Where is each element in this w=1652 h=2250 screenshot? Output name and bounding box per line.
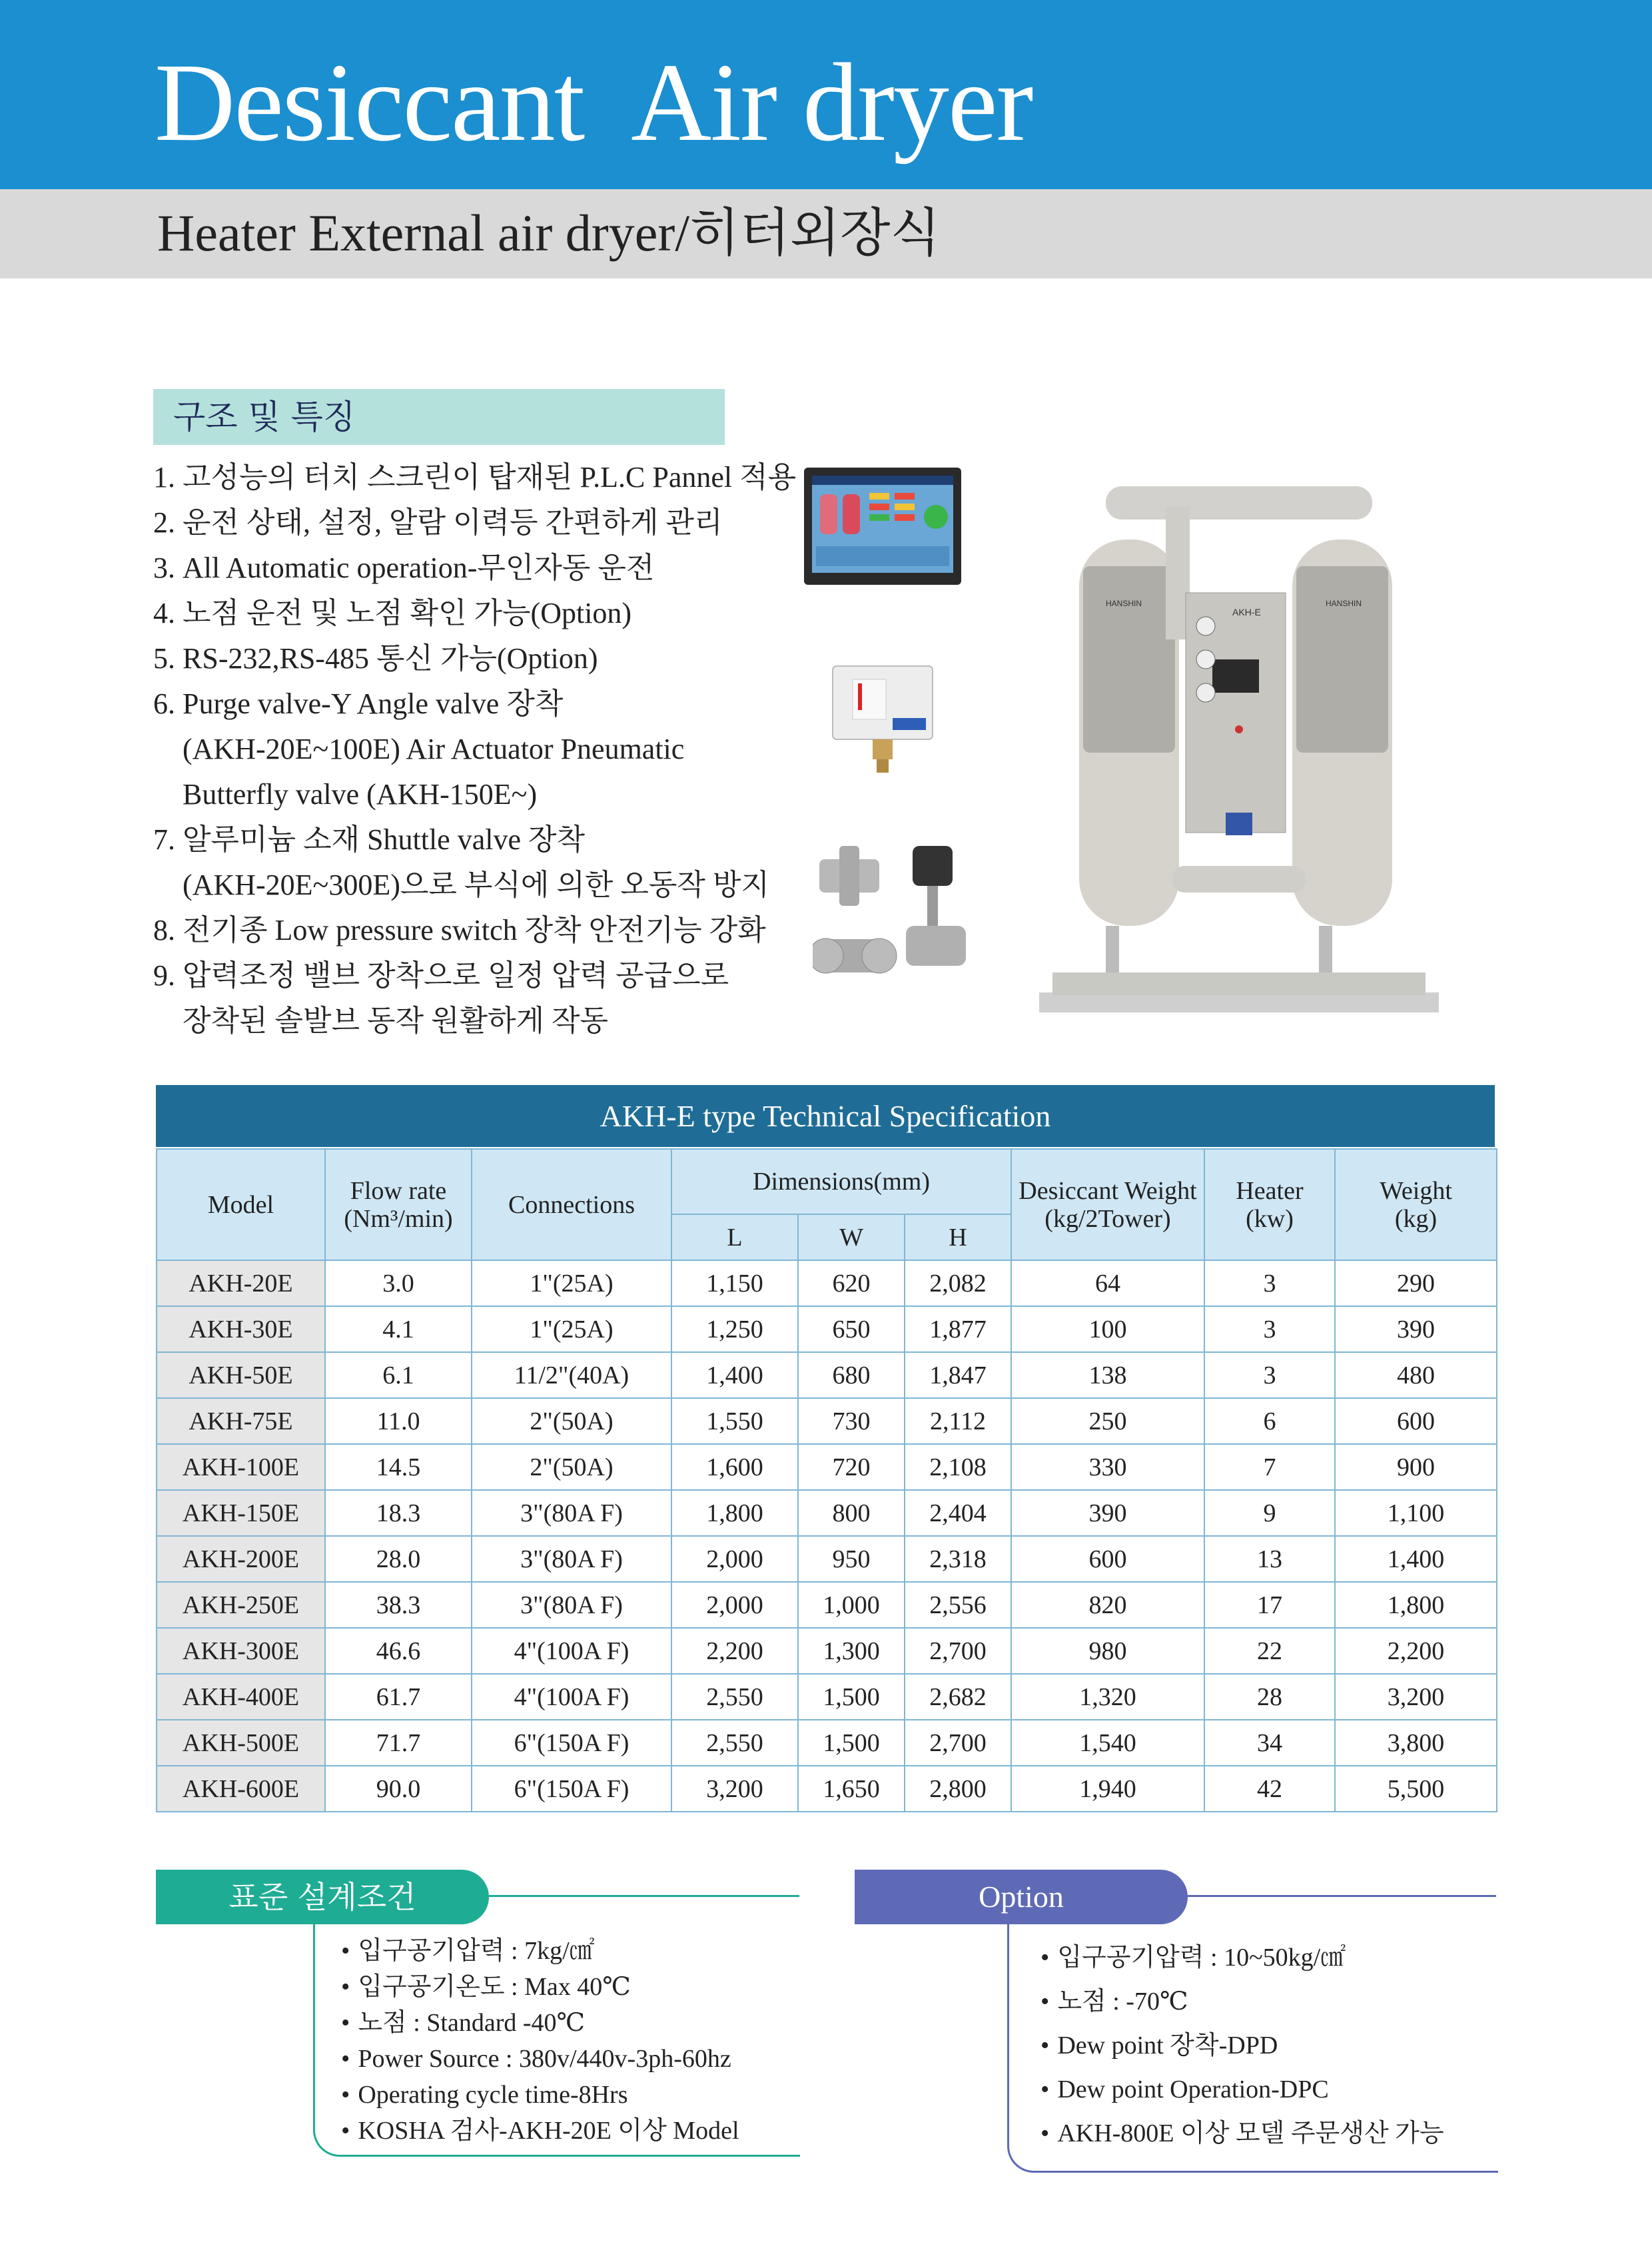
cell-flow-rate: 28.0	[325, 1536, 472, 1582]
cell-dim-h: 2,082	[905, 1260, 1011, 1306]
cell-desiccant: 1,940	[1011, 1766, 1204, 1812]
header-flow-rate-unit: (Nm³/min)	[344, 1204, 453, 1233]
valves-image	[813, 839, 986, 999]
cell-flow-rate: 14.5	[325, 1444, 472, 1490]
cell-dim-w: 680	[798, 1352, 905, 1398]
cell-dim-h: 2,700	[905, 1628, 1011, 1674]
cell-connections: 6"(150A F)	[472, 1720, 671, 1766]
cell-desiccant: 330	[1011, 1444, 1204, 1490]
pressure-switch-image	[826, 659, 939, 779]
header-connections: Connections	[472, 1149, 671, 1260]
standard-list	[341, 1933, 739, 2149]
bullet-icon: •	[1040, 2119, 1050, 2147]
table-row	[157, 1720, 1497, 1766]
feature-text: (AKH-20E~300E)으로 부식에 의한 오동작 방지	[183, 869, 769, 901]
cell-dim-l: 2,000	[671, 1582, 798, 1628]
table-row	[157, 1766, 1497, 1812]
feature-number: 1.	[153, 461, 175, 494]
cell-dim-l: 2,550	[671, 1674, 798, 1720]
cell-connections: 3"(80A F)	[472, 1536, 671, 1582]
cell-dim-w: 620	[798, 1260, 905, 1306]
table-row	[157, 1628, 1497, 1674]
standard-item-text: KOSHA 검사-AKH-20E 이상 Model	[358, 2117, 739, 2145]
cell-dim-h: 1,847	[905, 1352, 1011, 1398]
cell-dim-l: 2,200	[671, 1628, 798, 1674]
bullet-icon: •	[341, 2117, 350, 2145]
cell-flow-rate: 71.7	[325, 1720, 472, 1766]
cell-model: AKH-400E	[157, 1674, 325, 1720]
option-item-text: 입구공기압력 : 10~50kg/㎠	[1057, 1944, 1346, 1972]
option-item	[1040, 1980, 1444, 2024]
feature-line	[153, 953, 826, 998]
feature-line	[153, 636, 826, 681]
cell-dim-w: 720	[798, 1444, 905, 1490]
header-heater	[1204, 1149, 1335, 1260]
cell-heater: 28	[1204, 1674, 1335, 1720]
standard-item	[341, 2041, 739, 2077]
cell-desiccant: 138	[1011, 1352, 1204, 1398]
feature-line	[153, 998, 826, 1044]
cell-dim-w: 650	[798, 1306, 905, 1352]
header-model: Model	[157, 1149, 325, 1260]
spec-table-body	[157, 1260, 1497, 1812]
option-item-text: Dew point Operation-DPC	[1057, 2075, 1329, 2103]
bullet-icon: •	[1040, 1988, 1050, 2016]
table-row	[157, 1490, 1497, 1536]
cell-desiccant: 1,540	[1011, 1720, 1204, 1766]
standard-item	[341, 2005, 739, 2041]
cell-dim-w: 1,650	[798, 1766, 905, 1812]
feature-line	[153, 863, 826, 908]
cell-dim-h: 2,108	[905, 1444, 1011, 1490]
cell-dim-h: 2,318	[905, 1536, 1011, 1582]
feature-line	[153, 546, 826, 591]
cell-heater: 3	[1204, 1306, 1335, 1352]
cell-flow-rate: 90.0	[325, 1766, 472, 1812]
cell-connections: 2"(50A)	[472, 1398, 671, 1444]
feature-number: 9.	[153, 959, 175, 992]
cell-heater: 9	[1204, 1490, 1335, 1536]
feature-text: Butterfly valve (AKH-150E~)	[183, 778, 538, 811]
bullet-icon: •	[1040, 2032, 1050, 2060]
option-item	[1040, 2067, 1444, 2111]
cell-heater: 6	[1204, 1398, 1335, 1444]
dryer-label-brand-left: HANSHIN	[1106, 599, 1142, 608]
cell-dim-l: 2,550	[671, 1720, 798, 1766]
feature-number: 7.	[153, 823, 175, 856]
cell-weight: 2,200	[1335, 1628, 1497, 1674]
cell-weight: 3,800	[1335, 1720, 1497, 1766]
cell-heater: 7	[1204, 1444, 1335, 1490]
cell-dim-w: 1,500	[798, 1674, 905, 1720]
cell-dim-l: 2,000	[671, 1536, 798, 1582]
header-weight	[1335, 1149, 1497, 1260]
table-row	[157, 1352, 1497, 1398]
option-item-text: Dew point 장착-DPD	[1057, 2032, 1278, 2060]
cell-dim-h: 2,682	[905, 1674, 1011, 1720]
standard-item-text: 입구공기온도 : Max 40℃	[358, 1973, 631, 2001]
cell-dim-h: 2,112	[905, 1398, 1011, 1444]
cell-dim-l: 1,250	[671, 1306, 798, 1352]
cell-flow-rate: 61.7	[325, 1674, 472, 1720]
cell-model: AKH-150E	[157, 1490, 325, 1536]
table-row	[157, 1306, 1497, 1352]
cell-flow-rate: 4.1	[325, 1306, 472, 1352]
table-row	[157, 1582, 1497, 1628]
standard-item-text: 입구공기압력 : 7kg/㎠	[358, 1937, 595, 1965]
cell-connections: 1"(25A)	[472, 1260, 671, 1306]
cell-flow-rate: 38.3	[325, 1582, 472, 1628]
header-desiccant-unit: (kg/2Tower)	[1044, 1204, 1171, 1233]
cell-connections: 6"(150A F)	[472, 1766, 671, 1812]
cell-connections: 3"(80A F)	[472, 1490, 671, 1536]
cell-dim-h: 2,700	[905, 1720, 1011, 1766]
bullet-icon: •	[341, 2009, 350, 2037]
table-row	[157, 1260, 1497, 1306]
cell-model: AKH-300E	[157, 1628, 325, 1674]
cell-weight: 1,100	[1335, 1490, 1497, 1536]
feature-line	[153, 500, 826, 546]
cell-weight: 290	[1335, 1260, 1497, 1306]
cell-dim-l: 1,550	[671, 1398, 798, 1444]
feature-text: 압력조정 밸브 장착으로 일정 압력 공급으로	[183, 959, 729, 992]
standard-item	[341, 2113, 739, 2149]
table-row	[157, 1398, 1497, 1444]
header-dimensions: Dimensions(mm)	[671, 1149, 1011, 1214]
feature-number: 5.	[153, 642, 175, 675]
standard-item-text: Power Source : 380v/440v-3ph-60hz	[358, 2045, 731, 2073]
cell-dim-l: 1,600	[671, 1444, 798, 1490]
cell-model: AKH-100E	[157, 1444, 325, 1490]
bullet-icon: •	[341, 1973, 350, 2001]
dryer-label-model: AKH-E	[1232, 607, 1261, 617]
cell-weight: 900	[1335, 1444, 1497, 1490]
bullet-icon: •	[341, 1937, 350, 1965]
option-list	[1040, 1936, 1444, 2155]
feature-text: All Automatic operation-무인자동 운전	[183, 552, 655, 584]
cell-dim-w: 1,500	[798, 1720, 905, 1766]
cell-dim-l: 1,400	[671, 1352, 798, 1398]
cell-weight: 3,200	[1335, 1674, 1497, 1720]
cell-connections: 1"(25A)	[472, 1306, 671, 1352]
feature-text: 운전 상태, 설정, 알람 이력등 간편하게 관리	[183, 506, 723, 539]
cell-connections: 3"(80A F)	[472, 1582, 671, 1628]
cell-connections: 11/2"(40A)	[472, 1352, 671, 1398]
cell-dim-l: 3,200	[671, 1766, 798, 1812]
feature-text: RS-232,RS-485 통신 가능(Option)	[183, 642, 598, 675]
cell-dim-w: 1,000	[798, 1582, 905, 1628]
cell-model: AKH-600E	[157, 1766, 325, 1812]
cell-dim-h: 1,877	[905, 1306, 1011, 1352]
feature-line	[153, 772, 826, 817]
option-heading: Option	[979, 1880, 1064, 1914]
cell-dim-l: 1,800	[671, 1490, 798, 1536]
cell-desiccant: 600	[1011, 1536, 1204, 1582]
feature-text: Purge valve-Y Angle valve 장착	[183, 687, 564, 720]
standard-heading: 표준 설계조건	[228, 1879, 416, 1915]
spec-table	[156, 1148, 1497, 1812]
cell-weight: 1,400	[1335, 1536, 1497, 1582]
feature-text: 전기종 Low pressure switch 장착 안전기능 강화	[183, 914, 766, 946]
cell-desiccant: 1,320	[1011, 1674, 1204, 1720]
cell-dim-w: 1,300	[798, 1628, 905, 1674]
cell-flow-rate: 18.3	[325, 1490, 472, 1536]
cell-desiccant: 250	[1011, 1398, 1204, 1444]
cell-model: AKH-75E	[157, 1398, 325, 1444]
dryer-label-brand-right: HANSHIN	[1326, 599, 1362, 608]
feature-text: 장착된 솔발브 동작 원활하게 작동	[183, 1004, 609, 1037]
standard-item-text: 노점 : Standard -40℃	[358, 2009, 586, 2037]
air-dryer-image	[1039, 466, 1439, 1039]
header-heater-label: Heater	[1236, 1176, 1304, 1205]
option-item-text: AKH-800E 이상 모델 주문생산 가능	[1057, 2119, 1444, 2147]
cell-flow-rate: 46.6	[325, 1628, 472, 1674]
cell-desiccant: 64	[1011, 1260, 1204, 1306]
cell-heater: 22	[1204, 1628, 1335, 1674]
cell-dim-w: 730	[798, 1398, 905, 1444]
cell-heater: 42	[1204, 1766, 1335, 1812]
feature-line	[153, 727, 826, 772]
header-desiccant-label: Desiccant Weight	[1019, 1176, 1197, 1205]
cell-model: AKH-30E	[157, 1306, 325, 1352]
bullet-icon: •	[341, 2081, 350, 2109]
table-row	[157, 1444, 1497, 1490]
option-item-text: 노점 : -70℃	[1057, 1988, 1188, 2016]
feature-text: 고성능의 터치 스크린이 탑재된 P.L.C Pannel 적용	[183, 461, 797, 494]
feature-text: 노점 운전 및 노점 확인 가능(Option)	[183, 597, 632, 629]
feature-text: 알루미늄 소재 Shuttle valve 장착	[183, 823, 585, 856]
cell-heater: 3	[1204, 1352, 1335, 1398]
feature-line	[153, 591, 826, 636]
cell-dim-l: 1,150	[671, 1260, 798, 1306]
cell-dim-h: 2,800	[905, 1766, 1011, 1812]
standard-item-text: Operating cycle time-8Hrs	[358, 2081, 628, 2109]
standard-item	[341, 2077, 739, 2113]
option-rule	[1188, 1895, 1496, 1897]
option-item	[1040, 1936, 1444, 1980]
cell-model: AKH-50E	[157, 1352, 325, 1398]
standard-item	[341, 1933, 739, 1969]
cell-dim-w: 950	[798, 1536, 905, 1582]
feature-text: (AKH-20E~100E) Air Actuator Pneumatic	[183, 733, 685, 765]
cell-heater: 3	[1204, 1260, 1335, 1306]
cell-weight: 390	[1335, 1306, 1497, 1352]
option-item	[1040, 2111, 1444, 2155]
header-flow-rate-label: Flow rate	[350, 1176, 447, 1205]
page-subtitle: Heater External air dryer/히터외장식	[157, 204, 941, 262]
feature-number: 2.	[153, 506, 175, 539]
header-dim-l: L	[671, 1214, 798, 1260]
page-title: Desiccant Air dryer	[155, 41, 1032, 165]
features-list	[153, 455, 826, 1044]
cell-flow-rate: 11.0	[325, 1398, 472, 1444]
cell-weight: 1,800	[1335, 1582, 1497, 1628]
feature-number: 4.	[153, 597, 175, 629]
cell-desiccant: 100	[1011, 1306, 1204, 1352]
bullet-icon: •	[1040, 1944, 1050, 1972]
cell-model: AKH-250E	[157, 1582, 325, 1628]
option-item	[1040, 2024, 1444, 2067]
cell-desiccant: 390	[1011, 1490, 1204, 1536]
cell-heater: 34	[1204, 1720, 1335, 1766]
cell-model: AKH-20E	[157, 1260, 325, 1306]
cell-weight: 480	[1335, 1352, 1497, 1398]
cell-model: AKH-500E	[157, 1720, 325, 1766]
table-row	[157, 1536, 1497, 1582]
feature-line	[153, 817, 826, 863]
cell-dim-h: 2,404	[905, 1490, 1011, 1536]
bullet-icon: •	[341, 2045, 350, 2073]
header-dim-w: W	[798, 1214, 905, 1260]
feature-number: 3.	[153, 552, 175, 584]
spec-title: AKH-E type Technical Specification	[600, 1099, 1051, 1133]
table-row	[157, 1674, 1497, 1720]
feature-line	[153, 455, 826, 500]
features-heading: 구조 및 특징	[173, 398, 356, 436]
header-flow-rate	[325, 1149, 472, 1260]
cell-flow-rate: 3.0	[325, 1260, 472, 1306]
header-weight-label: Weight	[1380, 1176, 1452, 1205]
feature-line	[153, 908, 826, 953]
cell-dim-h: 2,556	[905, 1582, 1011, 1628]
header-weight-unit: (kg)	[1394, 1204, 1438, 1233]
cell-flow-rate: 6.1	[325, 1352, 472, 1398]
cell-connections: 4"(100A F)	[472, 1628, 671, 1674]
cell-connections: 2"(50A)	[472, 1444, 671, 1490]
header-desiccant	[1011, 1149, 1204, 1260]
cell-dim-w: 800	[798, 1490, 905, 1536]
feature-number: 8.	[153, 914, 175, 946]
standard-rule	[489, 1895, 799, 1897]
cell-weight: 600	[1335, 1398, 1497, 1444]
feature-line	[153, 681, 826, 727]
touch-panel-image	[803, 466, 963, 586]
cell-desiccant: 820	[1011, 1582, 1204, 1628]
cell-desiccant: 980	[1011, 1628, 1204, 1674]
cell-model: AKH-200E	[157, 1536, 325, 1582]
cell-heater: 13	[1204, 1536, 1335, 1582]
header-dim-h: H	[905, 1214, 1011, 1260]
bullet-icon: •	[1040, 2075, 1050, 2103]
feature-number: 6.	[153, 687, 175, 720]
standard-item	[341, 1969, 739, 2005]
cell-connections: 4"(100A F)	[472, 1674, 671, 1720]
header-heater-unit: (kw)	[1246, 1204, 1294, 1233]
cell-weight: 5,500	[1335, 1766, 1497, 1812]
features-heading-bar	[153, 389, 725, 445]
cell-heater: 17	[1204, 1582, 1335, 1628]
